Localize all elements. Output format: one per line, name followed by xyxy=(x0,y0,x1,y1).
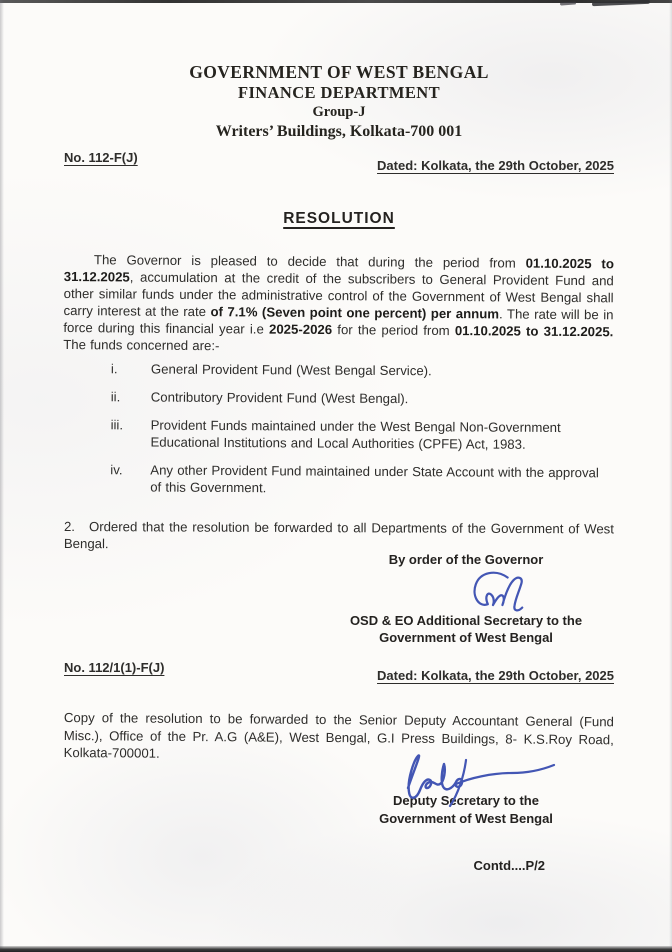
para1-seg: , accumulation at the credit of the subscribers to General Provident Fund and other similar funds under the administrative control of the Government of West Bengal shall carry interest at the rate xyxy=(63,269,614,320)
fund-item xyxy=(111,388,614,408)
scan-edge-left xyxy=(0,0,4,952)
para1-seg: for the period from xyxy=(332,322,455,339)
para1-seg: . The rate will be in force during this financial year i.e xyxy=(63,306,614,337)
resolution-paragraph xyxy=(63,251,614,357)
fund-item-marker: i. xyxy=(110,361,118,377)
fund-item-text: Any other Provident Fund maintained under State Account with the approval of this Government. xyxy=(150,462,599,496)
office-address: Writers’ Buildings, Kolkata-700 001 xyxy=(215,123,463,140)
memo-line-2 xyxy=(64,660,614,684)
para1-bold-period-2: 01.10.2025 to 31.12.2025. xyxy=(454,323,614,340)
fund-item xyxy=(111,360,614,380)
para1-bold-rate: of 7.1% (Seven point one percent) per annum xyxy=(210,304,500,322)
resolution-title: RESOLUTION xyxy=(283,210,395,227)
para1-seg: The funds concerned are:- xyxy=(63,337,220,354)
signatory-1-designation-line1: OSD & EO Additional Secretary to the xyxy=(349,613,583,628)
fund-item xyxy=(110,461,613,498)
fund-item-marker: iv. xyxy=(110,462,123,478)
scan-mark-top-right xyxy=(592,0,650,6)
para1-seg: The Governor is pleased to decide that during the period from xyxy=(93,252,526,271)
memo-line-1 xyxy=(64,150,614,174)
letterhead xyxy=(64,62,614,142)
scan-edge-bottom xyxy=(0,946,672,952)
order-paragraph-number: 2. xyxy=(63,519,75,535)
copy-forward-paragraph: Copy of the resolution to be forwarded to the Senior Deputy Accountant General (Fund Misc.), Office of the Pr. A.G (A&E), West Bengal, G.I Press Buildings, 8- K.S.Roy Road, Kolkata-700001. xyxy=(63,710,614,761)
ref-number-2: No. 112/1(1)-F(J) xyxy=(64,660,165,675)
fund-item-marker: ii. xyxy=(110,389,121,405)
continuation-note: Contd....P/2 xyxy=(473,858,545,873)
ref-number-1: No. 112-F(J) xyxy=(64,150,138,165)
signatory-2-designation-line2: Government of West Bengal xyxy=(379,811,553,826)
signatory-1-designation-line2: Government of West Bengal xyxy=(379,630,553,645)
date-line-2: Dated: Kolkata, the 29th October, 2025 xyxy=(377,668,614,683)
fund-item-marker: iii. xyxy=(110,417,124,433)
scan-mark-top-right-2 xyxy=(560,1,576,5)
order-paragraph-text: Ordered that the resolution be forwarded to all Departments of the Government of West Bengal. xyxy=(63,519,614,552)
signatory-2-designation-line1: Deputy Secretary to the xyxy=(393,793,539,808)
fund-item xyxy=(110,416,613,453)
date-line-1: Dated: Kolkata, the 29th October, 2025 xyxy=(377,158,614,173)
fund-list xyxy=(63,360,614,509)
group-name: Group-J xyxy=(312,104,366,120)
fund-item-text: General Provident Fund (West Bengal Service). xyxy=(150,361,432,379)
department-name: FINANCE DEPARTMENT xyxy=(237,83,441,102)
para1-bold-year: 2025-2026 xyxy=(268,321,333,338)
fund-item-text: Contributory Provident Fund (West Bengal). xyxy=(150,389,409,407)
para1-bold-period: 01.10.2025 to 31.12.2025 xyxy=(63,255,614,285)
signature-block-1 xyxy=(341,551,591,646)
title-row xyxy=(64,210,614,228)
signature-block-2 xyxy=(336,748,596,828)
org-name: GOVERNMENT OF WEST BENGAL xyxy=(189,62,489,82)
order-paragraph xyxy=(64,518,614,554)
fund-item-text: Provident Funds maintained under the West Bengal Non-Government Educational Institutions and Local Authorities (CPFE) Act, 1983. xyxy=(150,417,561,452)
signature-scribble-2 xyxy=(370,742,570,814)
by-order-line: By order of the Governor xyxy=(388,552,544,567)
